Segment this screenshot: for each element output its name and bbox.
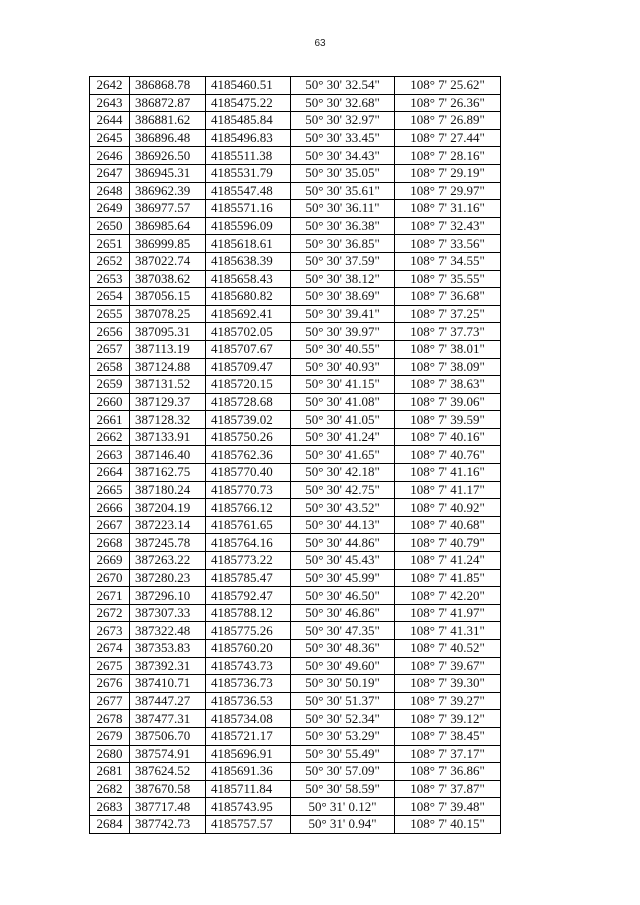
x-coordinate-cell: 387477.31 xyxy=(130,710,206,728)
table-row xyxy=(90,358,501,376)
y-coordinate-cell: 4185720.15 xyxy=(206,376,291,394)
table-row xyxy=(90,200,501,218)
y-coordinate-cell: 4185760.20 xyxy=(206,640,291,658)
x-coordinate-cell: 387131.52 xyxy=(130,376,206,394)
latitude-cell: 50° 30' 44.13" xyxy=(291,516,395,534)
x-coordinate-cell: 387263.22 xyxy=(130,552,206,570)
point-number-cell: 2645 xyxy=(90,129,130,147)
longitude-cell: 108° 7' 37.17" xyxy=(395,745,501,763)
table-row xyxy=(90,323,501,341)
point-number-cell: 2650 xyxy=(90,217,130,235)
x-coordinate-cell: 387146.40 xyxy=(130,446,206,464)
table-row xyxy=(90,77,501,95)
point-number-cell: 2673 xyxy=(90,622,130,640)
longitude-cell: 108° 7' 41.85" xyxy=(395,569,501,587)
x-coordinate-cell: 386977.57 xyxy=(130,200,206,218)
latitude-cell: 50° 30' 34.43" xyxy=(291,147,395,165)
y-coordinate-cell: 4185658.43 xyxy=(206,270,291,288)
point-number-cell: 2656 xyxy=(90,323,130,341)
longitude-cell: 108° 7' 38.45" xyxy=(395,727,501,745)
latitude-cell: 50° 30' 53.29" xyxy=(291,727,395,745)
longitude-cell: 108° 7' 39.27" xyxy=(395,692,501,710)
y-coordinate-cell: 4185485.84 xyxy=(206,112,291,130)
x-coordinate-cell: 387180.24 xyxy=(130,481,206,499)
y-coordinate-cell: 4185692.41 xyxy=(206,305,291,323)
longitude-cell: 108° 7' 36.68" xyxy=(395,288,501,306)
y-coordinate-cell: 4185696.91 xyxy=(206,745,291,763)
longitude-cell: 108° 7' 42.20" xyxy=(395,587,501,605)
table-row xyxy=(90,569,501,587)
table-row xyxy=(90,164,501,182)
y-coordinate-cell: 4185460.51 xyxy=(206,77,291,95)
longitude-cell: 108° 7' 39.12" xyxy=(395,710,501,728)
latitude-cell: 50° 30' 52.34" xyxy=(291,710,395,728)
longitude-cell: 108° 7' 38.01" xyxy=(395,340,501,358)
latitude-cell: 50° 30' 58.59" xyxy=(291,780,395,798)
y-coordinate-cell: 4185496.83 xyxy=(206,129,291,147)
latitude-cell: 50° 30' 36.85" xyxy=(291,235,395,253)
latitude-cell: 50° 30' 47.35" xyxy=(291,622,395,640)
point-number-cell: 2653 xyxy=(90,270,130,288)
table-row xyxy=(90,217,501,235)
latitude-cell: 50° 31' 0.94" xyxy=(291,815,395,833)
x-coordinate-cell: 386945.31 xyxy=(130,164,206,182)
x-coordinate-cell: 386896.48 xyxy=(130,129,206,147)
latitude-cell: 50° 31' 0.12" xyxy=(291,798,395,816)
x-coordinate-cell: 387670.58 xyxy=(130,780,206,798)
x-coordinate-cell: 387742.73 xyxy=(130,815,206,833)
x-coordinate-cell: 387322.48 xyxy=(130,622,206,640)
y-coordinate-cell: 4185728.68 xyxy=(206,393,291,411)
longitude-cell: 108° 7' 40.76" xyxy=(395,446,501,464)
latitude-cell: 50° 30' 45.43" xyxy=(291,552,395,570)
point-number-cell: 2677 xyxy=(90,692,130,710)
latitude-cell: 50° 30' 35.61" xyxy=(291,182,395,200)
x-coordinate-cell: 387128.32 xyxy=(130,411,206,429)
latitude-cell: 50° 30' 41.65" xyxy=(291,446,395,464)
x-coordinate-cell: 387204.19 xyxy=(130,499,206,517)
x-coordinate-cell: 387095.31 xyxy=(130,323,206,341)
longitude-cell: 108° 7' 39.30" xyxy=(395,675,501,693)
x-coordinate-cell: 387129.37 xyxy=(130,393,206,411)
longitude-cell: 108° 7' 40.16" xyxy=(395,428,501,446)
x-coordinate-cell: 387223.14 xyxy=(130,516,206,534)
y-coordinate-cell: 4185547.48 xyxy=(206,182,291,200)
table-row xyxy=(90,288,501,306)
latitude-cell: 50° 30' 49.60" xyxy=(291,657,395,675)
table-row xyxy=(90,552,501,570)
y-coordinate-cell: 4185531.79 xyxy=(206,164,291,182)
point-number-cell: 2648 xyxy=(90,182,130,200)
latitude-cell: 50° 30' 37.59" xyxy=(291,252,395,270)
x-coordinate-cell: 387162.75 xyxy=(130,464,206,482)
y-coordinate-cell: 4185709.47 xyxy=(206,358,291,376)
point-number-cell: 2669 xyxy=(90,552,130,570)
table-row xyxy=(90,745,501,763)
x-coordinate-cell: 386926.50 xyxy=(130,147,206,165)
y-coordinate-cell: 4185739.02 xyxy=(206,411,291,429)
longitude-cell: 108° 7' 28.16" xyxy=(395,147,501,165)
table-row xyxy=(90,481,501,499)
table-row xyxy=(90,657,501,675)
table-row xyxy=(90,587,501,605)
longitude-cell: 108° 7' 27.44" xyxy=(395,129,501,147)
x-coordinate-cell: 386985.64 xyxy=(130,217,206,235)
x-coordinate-cell: 387624.52 xyxy=(130,763,206,781)
point-number-cell: 2646 xyxy=(90,147,130,165)
table-row xyxy=(90,376,501,394)
table-row xyxy=(90,516,501,534)
table-row xyxy=(90,675,501,693)
table-row xyxy=(90,534,501,552)
latitude-cell: 50° 30' 39.41" xyxy=(291,305,395,323)
longitude-cell: 108° 7' 38.63" xyxy=(395,376,501,394)
latitude-cell: 50° 30' 51.37" xyxy=(291,692,395,710)
x-coordinate-cell: 387078.25 xyxy=(130,305,206,323)
latitude-cell: 50° 30' 32.97" xyxy=(291,112,395,130)
latitude-cell: 50° 30' 46.50" xyxy=(291,587,395,605)
x-coordinate-cell: 387307.33 xyxy=(130,604,206,622)
y-coordinate-cell: 4185707.67 xyxy=(206,340,291,358)
x-coordinate-cell: 387392.31 xyxy=(130,657,206,675)
y-coordinate-cell: 4185711.84 xyxy=(206,780,291,798)
table-row xyxy=(90,727,501,745)
table-row xyxy=(90,305,501,323)
table-row xyxy=(90,710,501,728)
point-number-cell: 2659 xyxy=(90,376,130,394)
y-coordinate-cell: 4185770.73 xyxy=(206,481,291,499)
page-number: 63 xyxy=(314,38,326,49)
x-coordinate-cell: 387038.62 xyxy=(130,270,206,288)
latitude-cell: 50° 30' 39.97" xyxy=(291,323,395,341)
table-row xyxy=(90,428,501,446)
longitude-cell: 108° 7' 39.67" xyxy=(395,657,501,675)
latitude-cell: 50° 30' 43.52" xyxy=(291,499,395,517)
latitude-cell: 50° 30' 38.69" xyxy=(291,288,395,306)
point-number-cell: 2671 xyxy=(90,587,130,605)
x-coordinate-cell: 386868.78 xyxy=(130,77,206,95)
point-number-cell: 2667 xyxy=(90,516,130,534)
table-row xyxy=(90,815,501,833)
table-row xyxy=(90,252,501,270)
x-coordinate-cell: 386872.87 xyxy=(130,94,206,112)
table-row xyxy=(90,393,501,411)
longitude-cell: 108° 7' 40.68" xyxy=(395,516,501,534)
y-coordinate-cell: 4185770.40 xyxy=(206,464,291,482)
longitude-cell: 108° 7' 32.43" xyxy=(395,217,501,235)
longitude-cell: 108° 7' 39.06" xyxy=(395,393,501,411)
latitude-cell: 50° 30' 48.36" xyxy=(291,640,395,658)
longitude-cell: 108° 7' 25.62" xyxy=(395,77,501,95)
point-number-cell: 2675 xyxy=(90,657,130,675)
longitude-cell: 108° 7' 40.79" xyxy=(395,534,501,552)
coordinates-table xyxy=(89,76,501,834)
latitude-cell: 50° 30' 41.15" xyxy=(291,376,395,394)
table-row xyxy=(90,182,501,200)
longitude-cell: 108° 7' 41.17" xyxy=(395,481,501,499)
longitude-cell: 108° 7' 40.52" xyxy=(395,640,501,658)
table-row xyxy=(90,411,501,429)
point-number-cell: 2684 xyxy=(90,815,130,833)
y-coordinate-cell: 4185596.09 xyxy=(206,217,291,235)
longitude-cell: 108° 7' 38.09" xyxy=(395,358,501,376)
latitude-cell: 50° 30' 32.54" xyxy=(291,77,395,95)
longitude-cell: 108° 7' 34.55" xyxy=(395,252,501,270)
table-row xyxy=(90,622,501,640)
x-coordinate-cell: 387447.27 xyxy=(130,692,206,710)
y-coordinate-cell: 4185757.57 xyxy=(206,815,291,833)
point-number-cell: 2678 xyxy=(90,710,130,728)
table-row xyxy=(90,94,501,112)
longitude-cell: 108° 7' 36.86" xyxy=(395,763,501,781)
longitude-cell: 108° 7' 39.59" xyxy=(395,411,501,429)
point-number-cell: 2649 xyxy=(90,200,130,218)
point-number-cell: 2655 xyxy=(90,305,130,323)
table-row xyxy=(90,340,501,358)
table-row xyxy=(90,270,501,288)
point-number-cell: 2676 xyxy=(90,675,130,693)
table-row xyxy=(90,499,501,517)
table-row xyxy=(90,112,501,130)
x-coordinate-cell: 387280.23 xyxy=(130,569,206,587)
point-number-cell: 2652 xyxy=(90,252,130,270)
latitude-cell: 50° 30' 50.19" xyxy=(291,675,395,693)
y-coordinate-cell: 4185773.22 xyxy=(206,552,291,570)
x-coordinate-cell: 387113.19 xyxy=(130,340,206,358)
x-coordinate-cell: 387574.91 xyxy=(130,745,206,763)
table-row xyxy=(90,129,501,147)
latitude-cell: 50° 30' 38.12" xyxy=(291,270,395,288)
x-coordinate-cell: 387124.88 xyxy=(130,358,206,376)
latitude-cell: 50° 30' 41.24" xyxy=(291,428,395,446)
latitude-cell: 50° 30' 33.45" xyxy=(291,129,395,147)
x-coordinate-cell: 387056.15 xyxy=(130,288,206,306)
point-number-cell: 2670 xyxy=(90,569,130,587)
point-number-cell: 2643 xyxy=(90,94,130,112)
longitude-cell: 108° 7' 31.16" xyxy=(395,200,501,218)
x-coordinate-cell: 386999.85 xyxy=(130,235,206,253)
point-number-cell: 2662 xyxy=(90,428,130,446)
y-coordinate-cell: 4185571.16 xyxy=(206,200,291,218)
longitude-cell: 108° 7' 26.36" xyxy=(395,94,501,112)
point-number-cell: 2681 xyxy=(90,763,130,781)
longitude-cell: 108° 7' 37.73" xyxy=(395,323,501,341)
point-number-cell: 2663 xyxy=(90,446,130,464)
y-coordinate-cell: 4185734.08 xyxy=(206,710,291,728)
longitude-cell: 108° 7' 35.55" xyxy=(395,270,501,288)
point-number-cell: 2679 xyxy=(90,727,130,745)
longitude-cell: 108° 7' 33.56" xyxy=(395,235,501,253)
x-coordinate-cell: 387245.78 xyxy=(130,534,206,552)
longitude-cell: 108° 7' 29.97" xyxy=(395,182,501,200)
y-coordinate-cell: 4185785.47 xyxy=(206,569,291,587)
longitude-cell: 108° 7' 41.16" xyxy=(395,464,501,482)
y-coordinate-cell: 4185766.12 xyxy=(206,499,291,517)
y-coordinate-cell: 4185743.95 xyxy=(206,798,291,816)
latitude-cell: 50° 30' 35.05" xyxy=(291,164,395,182)
y-coordinate-cell: 4185761.65 xyxy=(206,516,291,534)
point-number-cell: 2642 xyxy=(90,77,130,95)
x-coordinate-cell: 387410.71 xyxy=(130,675,206,693)
point-number-cell: 2651 xyxy=(90,235,130,253)
y-coordinate-cell: 4185750.26 xyxy=(206,428,291,446)
point-number-cell: 2672 xyxy=(90,604,130,622)
latitude-cell: 50° 30' 57.09" xyxy=(291,763,395,781)
point-number-cell: 2668 xyxy=(90,534,130,552)
coordinates-table-body xyxy=(90,77,501,834)
point-number-cell: 2683 xyxy=(90,798,130,816)
y-coordinate-cell: 4185775.26 xyxy=(206,622,291,640)
y-coordinate-cell: 4185680.82 xyxy=(206,288,291,306)
y-coordinate-cell: 4185721.17 xyxy=(206,727,291,745)
latitude-cell: 50° 30' 42.18" xyxy=(291,464,395,482)
longitude-cell: 108° 7' 40.15" xyxy=(395,815,501,833)
longitude-cell: 108° 7' 40.92" xyxy=(395,499,501,517)
latitude-cell: 50° 30' 55.49" xyxy=(291,745,395,763)
point-number-cell: 2664 xyxy=(90,464,130,482)
table-row xyxy=(90,235,501,253)
x-coordinate-cell: 386962.39 xyxy=(130,182,206,200)
y-coordinate-cell: 4185618.61 xyxy=(206,235,291,253)
y-coordinate-cell: 4185511.38 xyxy=(206,147,291,165)
table-row xyxy=(90,446,501,464)
y-coordinate-cell: 4185691.36 xyxy=(206,763,291,781)
point-number-cell: 2660 xyxy=(90,393,130,411)
point-number-cell: 2654 xyxy=(90,288,130,306)
longitude-cell: 108° 7' 41.24" xyxy=(395,552,501,570)
table-row xyxy=(90,147,501,165)
y-coordinate-cell: 4185743.73 xyxy=(206,657,291,675)
y-coordinate-cell: 4185792.47 xyxy=(206,587,291,605)
table-row xyxy=(90,640,501,658)
longitude-cell: 108° 7' 29.19" xyxy=(395,164,501,182)
x-coordinate-cell: 387022.74 xyxy=(130,252,206,270)
table-row xyxy=(90,604,501,622)
point-number-cell: 2658 xyxy=(90,358,130,376)
point-number-cell: 2680 xyxy=(90,745,130,763)
latitude-cell: 50° 30' 40.93" xyxy=(291,358,395,376)
y-coordinate-cell: 4185788.12 xyxy=(206,604,291,622)
table-row xyxy=(90,763,501,781)
latitude-cell: 50° 30' 36.11" xyxy=(291,200,395,218)
y-coordinate-cell: 4185762.36 xyxy=(206,446,291,464)
y-coordinate-cell: 4185702.05 xyxy=(206,323,291,341)
latitude-cell: 50° 30' 32.68" xyxy=(291,94,395,112)
y-coordinate-cell: 4185736.73 xyxy=(206,675,291,693)
latitude-cell: 50° 30' 42.75" xyxy=(291,481,395,499)
point-number-cell: 2657 xyxy=(90,340,130,358)
latitude-cell: 50° 30' 41.08" xyxy=(291,393,395,411)
y-coordinate-cell: 4185638.39 xyxy=(206,252,291,270)
longitude-cell: 108° 7' 41.31" xyxy=(395,622,501,640)
latitude-cell: 50° 30' 46.86" xyxy=(291,604,395,622)
longitude-cell: 108° 7' 37.87" xyxy=(395,780,501,798)
latitude-cell: 50° 30' 41.05" xyxy=(291,411,395,429)
x-coordinate-cell: 387506.70 xyxy=(130,727,206,745)
point-number-cell: 2682 xyxy=(90,780,130,798)
latitude-cell: 50° 30' 45.99" xyxy=(291,569,395,587)
y-coordinate-cell: 4185475.22 xyxy=(206,94,291,112)
table-row xyxy=(90,780,501,798)
latitude-cell: 50° 30' 40.55" xyxy=(291,340,395,358)
point-number-cell: 2644 xyxy=(90,112,130,130)
longitude-cell: 108° 7' 37.25" xyxy=(395,305,501,323)
latitude-cell: 50° 30' 36.38" xyxy=(291,217,395,235)
y-coordinate-cell: 4185764.16 xyxy=(206,534,291,552)
point-number-cell: 2647 xyxy=(90,164,130,182)
table-row xyxy=(90,692,501,710)
longitude-cell: 108° 7' 26.89" xyxy=(395,112,501,130)
point-number-cell: 2674 xyxy=(90,640,130,658)
point-number-cell: 2665 xyxy=(90,481,130,499)
x-coordinate-cell: 387353.83 xyxy=(130,640,206,658)
point-number-cell: 2666 xyxy=(90,499,130,517)
x-coordinate-cell: 387296.10 xyxy=(130,587,206,605)
table-row xyxy=(90,798,501,816)
point-number-cell: 2661 xyxy=(90,411,130,429)
longitude-cell: 108° 7' 39.48" xyxy=(395,798,501,816)
table-row xyxy=(90,464,501,482)
x-coordinate-cell: 387717.48 xyxy=(130,798,206,816)
y-coordinate-cell: 4185736.53 xyxy=(206,692,291,710)
longitude-cell: 108° 7' 41.97" xyxy=(395,604,501,622)
x-coordinate-cell: 386881.62 xyxy=(130,112,206,130)
x-coordinate-cell: 387133.91 xyxy=(130,428,206,446)
latitude-cell: 50° 30' 44.86" xyxy=(291,534,395,552)
